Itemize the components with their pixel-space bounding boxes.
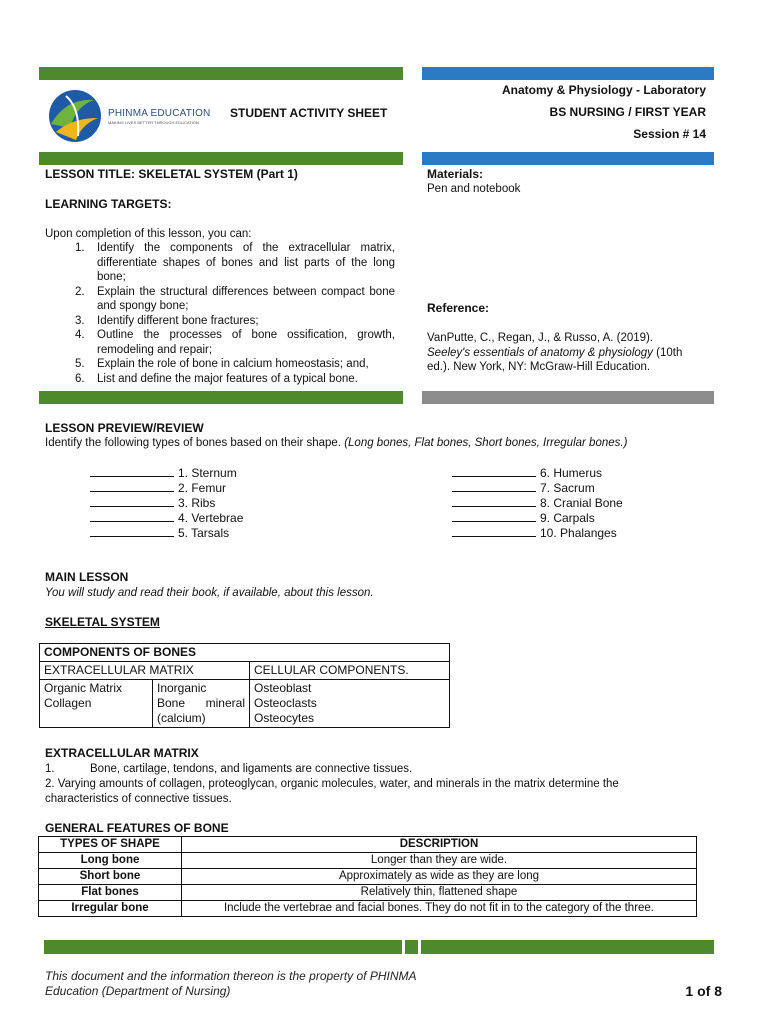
- answer-blank[interactable]: [452, 481, 536, 492]
- question-item: 10. Phalanges: [452, 526, 623, 541]
- footer-notice: This document and the information thereon is the property of PHINMA Education (Department of Nursing): [45, 969, 417, 998]
- table-row: Flat bones Relatively thin, flattened shape: [39, 885, 697, 901]
- ecm-point-1: 1. Bone, cartilage, tendons, and ligaments are connective tissues.: [45, 763, 413, 775]
- program-year: BS NURSING / FIRST YEAR: [549, 105, 706, 119]
- header-bar-green: [39, 67, 403, 80]
- lesson-title: LESSON TITLE: SKELETAL SYSTEM (Part 1): [45, 167, 298, 181]
- answer-blank[interactable]: [452, 496, 536, 507]
- phinma-logo-icon: [46, 88, 104, 144]
- reference-line-2: Seeley's essentials of anatomy & physiology (10th: [427, 346, 683, 359]
- phinma-logo: [46, 88, 211, 144]
- table-row: Irregular bone Include the vertebrae and facial bones. They do not fit in to the category of the three.: [39, 901, 697, 917]
- section-bar-blue: [422, 152, 714, 165]
- page-number: 1 of 8: [685, 983, 722, 999]
- logo-text: PHINMA EDUCATION: [108, 108, 211, 119]
- preview-right-list: [452, 466, 623, 541]
- header-bar-blue: [422, 67, 714, 80]
- preview-instruction: Identify the following types of bones based on their shape. (Long bones, Flat bones, Short bones, Irregular bones.): [45, 437, 628, 449]
- components-table: [39, 643, 450, 728]
- footer-bar-right: [421, 940, 714, 954]
- reference-text: [427, 331, 717, 375]
- learning-targets-heading: LEARNING TARGETS:: [45, 197, 172, 211]
- target-item: 2. Explain the structural differences between compact bone and spongy bone;: [75, 285, 395, 312]
- answer-blank[interactable]: [90, 511, 174, 522]
- question-item: 7. Sacrum: [452, 481, 623, 496]
- divider-bar-green: [39, 391, 403, 404]
- targets-intro: Upon completion of this lesson, you can:: [45, 228, 252, 240]
- preview-choices: (Long bones, Flat bones, Short bones, Irregular bones.): [344, 437, 628, 449]
- table-row: Long bone Longer than they are wide.: [39, 853, 697, 869]
- target-item: 5. Explain the role of bone in calcium homeostasis; and,: [75, 358, 369, 370]
- session-number: Session # 14: [633, 127, 706, 141]
- footer-bar-left: [44, 940, 402, 954]
- target-item: 1. Identify the components of the extracellular matrix, differentiate shapes of bones and list parts of the long bone;: [75, 242, 395, 283]
- section-bar-green: [39, 152, 403, 165]
- main-lesson-note: You will study and read their book, if available, about this lesson.: [45, 587, 374, 599]
- col-description: DESCRIPTION: [182, 837, 697, 853]
- learning-targets-list: [45, 241, 395, 386]
- organic-cell: Organic Matrix Collagen: [40, 680, 153, 728]
- answer-blank[interactable]: [90, 526, 174, 537]
- col-types-of-shape: TYPES OF SHAPE: [39, 837, 182, 853]
- question-item: 2. Femur: [90, 481, 243, 496]
- divider-bar-gray: [422, 391, 714, 404]
- question-item: 6. Humerus: [452, 466, 623, 481]
- features-heading: GENERAL FEATURES OF BONE: [45, 821, 229, 835]
- question-item: 3. Ribs: [90, 496, 243, 511]
- question-item: 1. Sternum: [90, 466, 243, 481]
- table-row: Short bone Approximately as wide as they are long: [39, 869, 697, 885]
- sheet-title: STUDENT ACTIVITY SHEET: [230, 106, 388, 120]
- question-item: 9. Carpals: [452, 511, 623, 526]
- question-item: 8. Cranial Bone: [452, 496, 623, 511]
- answer-blank[interactable]: [452, 526, 536, 537]
- components-title: COMPONENTS OF BONES: [40, 644, 450, 662]
- reference-heading: Reference:: [427, 301, 490, 315]
- target-item: 4. Outline the processes of bone ossification, growth, remodeling and repair;: [75, 329, 395, 356]
- footer-bar-mid: [405, 940, 418, 954]
- target-item: 3. Identify different bone fractures;: [75, 314, 259, 327]
- answer-blank[interactable]: [90, 466, 174, 477]
- col-cellular: CELLULAR COMPONENTS.: [250, 662, 450, 680]
- answer-blank[interactable]: [90, 496, 174, 507]
- col-extracellular: EXTRACELLULAR MATRIX: [40, 662, 250, 680]
- materials-heading: Materials:: [427, 167, 484, 181]
- cells-cell: Osteoblast Osteoclasts Osteocytes: [250, 680, 450, 728]
- materials-text: Pen and notebook: [427, 183, 521, 195]
- question-item: 5. Tarsals: [90, 526, 243, 541]
- reference-line-3: ed.). New York, NY: McGraw-Hill Education.: [427, 361, 651, 373]
- target-item: 6. List and define the major features of a typical bone.: [75, 372, 358, 385]
- reference-book-title: Seeley's essentials of anatomy & physiology: [427, 346, 653, 359]
- reference-line-1: VanPutte, C., Regan, J., & Russo, A. (2019).: [427, 332, 654, 344]
- answer-blank[interactable]: [452, 466, 536, 477]
- answer-blank[interactable]: [452, 511, 536, 522]
- preview-left-list: [90, 466, 243, 541]
- question-item: 4. Vertebrae: [90, 511, 243, 526]
- preview-heading: LESSON PREVIEW/REVIEW: [45, 421, 204, 435]
- ecm-heading: EXTRACELLULAR MATRIX: [45, 746, 199, 760]
- logo-tagline: MAKING LIVES BETTER THROUGH EDUCATION: [108, 120, 199, 125]
- ecm-point-2: 2. Varying amounts of collagen, proteoglycan, organic molecules, water, and minerals in the matrix determine the characteristics of connective tissues.: [45, 778, 619, 805]
- main-lesson-heading: MAIN LESSON: [45, 570, 129, 584]
- section-skeletal-system: SKELETAL SYSTEM: [45, 615, 160, 629]
- features-table: [38, 836, 697, 917]
- inorganic-cell: Inorganic Bone mineral (calcium): [153, 680, 250, 728]
- course-name: Anatomy & Physiology - Laboratory: [501, 83, 706, 97]
- answer-blank[interactable]: [90, 481, 174, 492]
